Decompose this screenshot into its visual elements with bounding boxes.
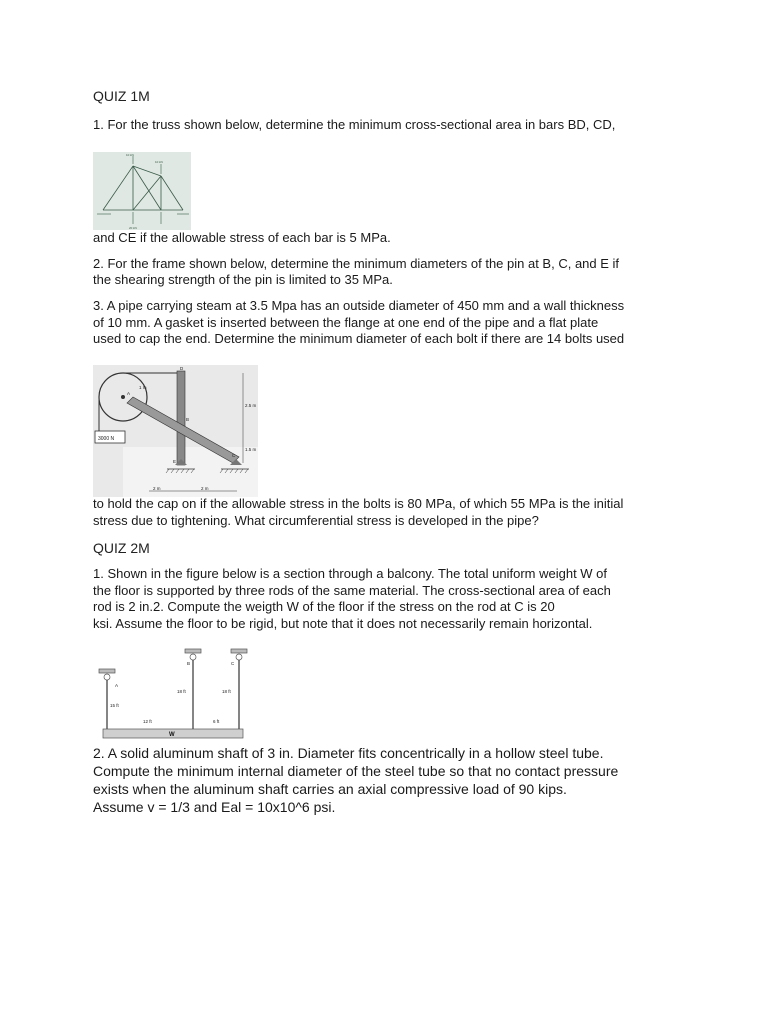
frame-figure [93,365,258,497]
balcony-figure [93,645,253,743]
balcony-label-15ft: 15 ft [110,703,119,708]
frame-label-E: E [173,459,177,464]
frame-label-w1: 2 m [153,486,161,491]
balcony-label-C: C [231,661,235,666]
svg-text:10 kN: 10 kN [126,153,134,157]
frame-label-radius: 1 m [139,385,147,390]
quiz2-q1-line2: the floor is supported by three rods of the same material. The cross-sectional area of each [93,583,611,598]
quiz2-q1-line3: rod is 2 in.2. Compute the weigth W of the floor if the stress on the rod at C is 20 [93,599,555,614]
balcony-label-B: B [187,661,191,666]
balcony-label-12ft: 12 ft [143,719,152,724]
quiz1-q1-line1: 1. For the truss shown below, determine the minimum cross-sectional area in bars BD, CD, [93,117,616,132]
frame-label-A: A [127,391,131,396]
quiz2-q1-line4: ksi. Assume the floor to be rigid, but note that it does not necessarily remain horizontal. [93,616,593,631]
frame-label-D: D [180,366,184,371]
svg-text:20 kN: 20 kN [129,226,137,230]
balcony-label-6ft: 6 ft [213,719,220,724]
quiz2-q2-line1: 2. A solid aluminum shaft of 3 in. Diameter fits concentrically in a hollow steel tube. [93,745,604,761]
quiz1-q3-line3: used to cap the end. Determine the minimum diameter of each bolt if there are 14 bolts used [93,331,625,346]
frame-label-B: B [186,417,190,422]
quiz1-q2-line2: the shearing strength of the pin is limited to 35 MPa. [93,272,393,287]
quiz1-q2-line1: 2. For the frame shown below, determine the minimum diameters of the pin at B, C, and E if [93,256,620,271]
quiz-1m-title: QUIZ 1M [93,88,150,104]
balcony-label-W: W [169,732,175,738]
frame-label-h2: 1.5 m [245,447,257,452]
truss-figure [93,152,191,230]
quiz1-q3-line2: of 10 mm. A gasket is inserted between the flange at one end of the pipe and a flat plate [93,315,599,330]
quiz2-q1-line1: 1. Shown in the figure below is a section through a balcony. The total uniform weight W of [93,566,608,581]
frame-label-C: C [232,453,236,458]
frame-load-label: 3000 N [98,436,115,442]
quiz1-q3-line1: 3. A pipe carrying steam at 3.5 Mpa has an outside diameter of 450 mm and a wall thickness [93,298,625,313]
balcony-label-A: A [115,683,119,688]
quiz2-q2-line2: Compute the minimum internal diameter of the steel tube so that no contact pressure [93,763,619,779]
quiz-2m-title: QUIZ 2M [93,540,150,556]
quiz1-q3-line4: to hold the cap on if the allowable stress in the bolts is 80 MPa, of which 55 MPa is the initial [93,496,624,511]
balcony-label-18ft-b: 18 ft [177,689,186,694]
quiz2-q2-line3: exists when the aluminum shaft carries an axial compressive load of 90 kips. [93,781,567,797]
frame-label-w2: 2 m [201,486,209,491]
quiz1-q3-line5: stress due to tightening. What circumferential stress is developed in the pipe? [93,513,539,528]
balcony-label-18ft-c: 18 ft [222,689,231,694]
quiz1-q1-line2: and CE if the allowable stress of each bar is 5 MPa. [93,230,391,245]
quiz2-q2-line4: Assume v = 1/3 and Eal = 10x10^6 psi. [93,799,336,815]
frame-label-h1: 2.5 m [245,403,257,408]
svg-text:10 kN: 10 kN [155,160,163,164]
